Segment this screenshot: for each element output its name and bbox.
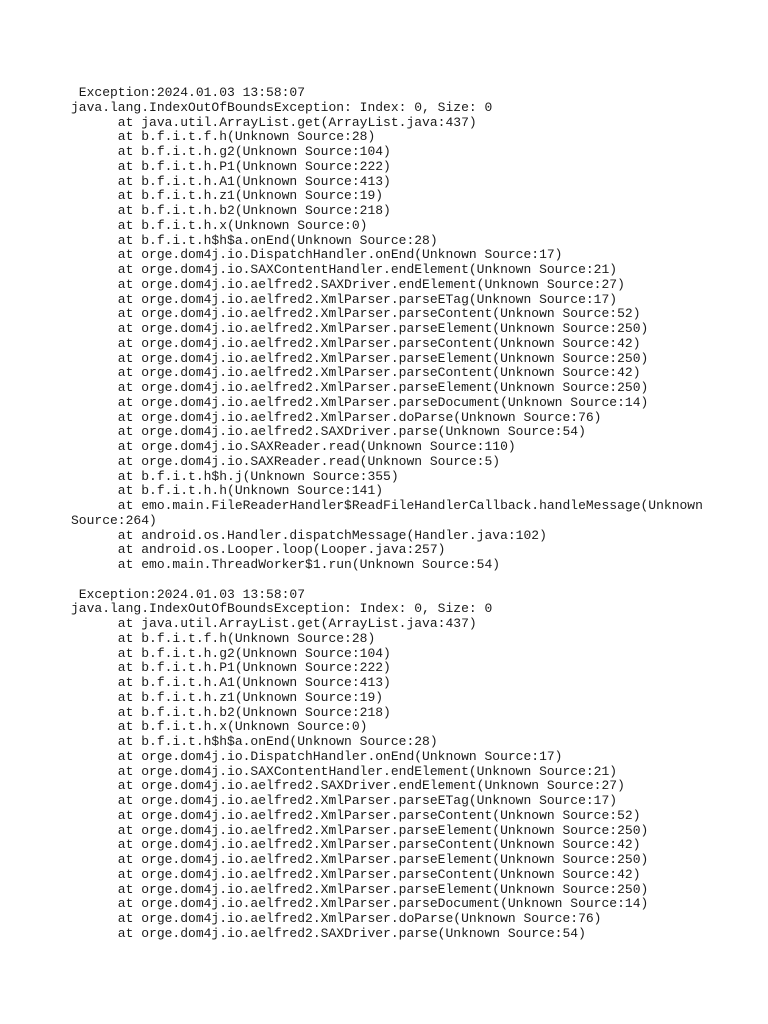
exception-block (71, 588, 761, 942)
stack-frame-line: at b.f.i.t.h.h(Unknown Source:141) (71, 483, 384, 499)
stack-frame-line: at orge.dom4j.io.aelfred2.SAXDriver.parse(Unknown Source:54) (71, 424, 586, 440)
stack-frame-line: at orge.dom4j.io.SAXContentHandler.endElement(Unknown Source:21) (71, 763, 618, 779)
exception-block (71, 86, 761, 573)
stack-frame-line: at b.f.i.t.f.h(Unknown Source:28) (71, 129, 376, 145)
stack-frame-line: at emo.main.ThreadWorker$1.run(Unknown Source:54) (71, 557, 501, 572)
stack-frame-line: at orge.dom4j.io.aelfred2.XmlParser.parseContent(Unknown Source:42) (71, 837, 641, 853)
stack-frame-line: at orge.dom4j.io.aelfred2.XmlParser.parseElement(Unknown Source:250) (71, 350, 649, 366)
stack-frame-line: at orge.dom4j.io.aelfred2.XmlParser.parseContent(Unknown Source:42) (71, 335, 641, 351)
stack-frame-line: at emo.main.FileReaderHandler$ReadFileHandlerCallback.handleMessage(Unknown (71, 498, 703, 513)
stack-frame-line: at b.f.i.t.h$h.j(Unknown Source:355) (71, 468, 399, 484)
stack-frame-line: at b.f.i.t.h.A1(Unknown Source:413) (71, 173, 391, 189)
stack-frame-line: at orge.dom4j.io.aelfred2.XmlParser.doParse(Unknown Source:76) (71, 409, 602, 425)
stack-frame-line: at orge.dom4j.io.aelfred2.XmlParser.parseETag(Unknown Source:17) (71, 793, 618, 809)
stack-frame-line: at orge.dom4j.io.aelfred2.XmlParser.parseElement(Unknown Source:250) (71, 881, 649, 897)
stack-frame-line: at java.util.ArrayList.get(ArrayList.java:437) (71, 114, 477, 130)
log-page (71, 86, 761, 956)
stack-frame-line: at orge.dom4j.io.aelfred2.XmlParser.parseElement(Unknown Source:250) (71, 380, 649, 395)
stack-frame-line: at orge.dom4j.io.aelfred2.XmlParser.parseDocument(Unknown Source:14) (71, 896, 649, 912)
stack-frame-line: at b.f.i.t.h.z1(Unknown Source:19) (71, 689, 384, 705)
stack-frame-line: at b.f.i.t.h.g2(Unknown Source:104) (71, 144, 391, 159)
stack-frame-line: at b.f.i.t.h.x(Unknown Source:0) (71, 719, 368, 735)
stack-frame-line: at android.os.Looper.loop(Looper.java:257) (71, 542, 446, 558)
exception-message-line: java.lang.IndexOutOfBoundsException: Index: 0, Size: 0 (71, 601, 493, 617)
stack-frame-line: at orge.dom4j.io.aelfred2.XmlParser.doParse(Unknown Source:76) (71, 911, 602, 927)
stack-frame-line: at orge.dom4j.io.SAXContentHandler.endElement(Unknown Source:21) (71, 262, 618, 277)
stack-frame-line: at orge.dom4j.io.aelfred2.XmlParser.parseContent(Unknown Source:52) (71, 807, 641, 823)
stack-frame-line: at orge.dom4j.io.aelfred2.XmlParser.parseContent(Unknown Source:52) (71, 306, 641, 322)
stack-frame-line: at b.f.i.t.f.h(Unknown Source:28) (71, 630, 376, 646)
stack-frame-line: at b.f.i.t.h.b2(Unknown Source:218) (71, 203, 391, 218)
stack-frame-line: at b.f.i.t.h.x(Unknown Source:0) (71, 217, 368, 233)
stack-frame-line: at orge.dom4j.io.aelfred2.SAXDriver.parse(Unknown Source:54) (71, 925, 586, 941)
stack-frame-line: at orge.dom4j.io.aelfred2.XmlParser.parseContent(Unknown Source:42) (71, 365, 641, 381)
stack-frame-line: at orge.dom4j.io.DispatchHandler.onEnd(Unknown Source:17) (71, 247, 563, 263)
stack-frame-line: at b.f.i.t.h.A1(Unknown Source:413) (71, 675, 391, 691)
exception-timestamp-line: Exception:2024.01.03 13:58:07 (71, 586, 306, 602)
exception-message-line: java.lang.IndexOutOfBoundsException: Index: 0, Size: 0 (71, 99, 493, 115)
stack-frame-line: at orge.dom4j.io.aelfred2.SAXDriver.endElement(Unknown Source:27) (71, 778, 625, 794)
stack-frame-line: at orge.dom4j.io.aelfred2.XmlParser.parseContent(Unknown Source:42) (71, 866, 641, 882)
stack-frame-line: at orge.dom4j.io.aelfred2.XmlParser.parseElement(Unknown Source:250) (71, 321, 649, 336)
stack-frame-line: at java.util.ArrayList.get(ArrayList.java:437) (71, 616, 477, 632)
stack-frame-line: at orge.dom4j.io.aelfred2.XmlParser.parseElement(Unknown Source:250) (71, 822, 649, 838)
stack-frame-line: at b.f.i.t.h.P1(Unknown Source:222) (71, 660, 391, 676)
stack-frame-line: at android.os.Handler.dispatchMessage(Handler.java:102) (71, 527, 547, 543)
stack-frame-line: at orge.dom4j.io.aelfred2.XmlParser.parseDocument(Unknown Source:14) (71, 394, 649, 410)
exception-timestamp-line: Exception:2024.01.03 13:58:07 (71, 85, 306, 100)
stack-frame-line: at b.f.i.t.h$h$a.onEnd(Unknown Source:28) (71, 734, 438, 750)
stack-frame-line: at b.f.i.t.h.P1(Unknown Source:222) (71, 158, 391, 174)
stack-frame-line: at orge.dom4j.io.SAXReader.read(Unknown Source:5) (71, 453, 501, 469)
stack-frame-line: at b.f.i.t.h.g2(Unknown Source:104) (71, 645, 391, 661)
stack-frame-line: at orge.dom4j.io.DispatchHandler.onEnd(Unknown Source:17) (71, 748, 563, 764)
stack-frame-line: at b.f.i.t.h$h$a.onEnd(Unknown Source:28) (71, 232, 438, 248)
stack-frame-line: Source:264) (71, 512, 157, 528)
stack-frame-line: at orge.dom4j.io.aelfred2.SAXDriver.endElement(Unknown Source:27) (71, 276, 625, 292)
stack-frame-line: at orge.dom4j.io.SAXReader.read(Unknown Source:110) (71, 439, 516, 454)
stack-frame-line: at b.f.i.t.h.z1(Unknown Source:19) (71, 188, 384, 204)
stack-frame-line: at b.f.i.t.h.b2(Unknown Source:218) (71, 704, 391, 720)
stack-frame-line: at orge.dom4j.io.aelfred2.XmlParser.parseElement(Unknown Source:250) (71, 852, 649, 868)
stack-frame-line: at orge.dom4j.io.aelfred2.XmlParser.parseETag(Unknown Source:17) (71, 291, 618, 307)
